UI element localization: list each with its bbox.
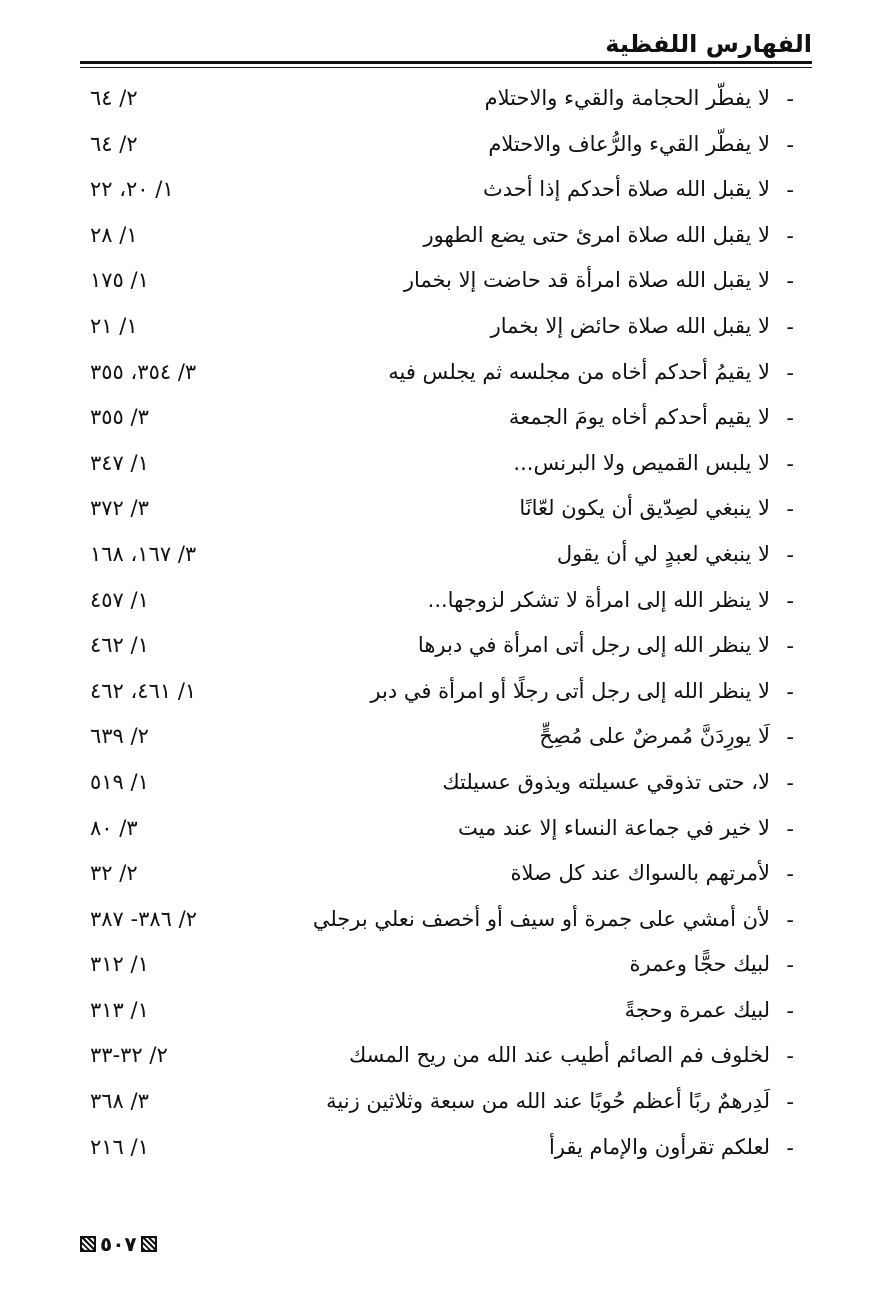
- entry-dash: -: [786, 998, 794, 1023]
- entry-dash: -: [786, 542, 794, 567]
- entry-reference: ١/ ٢٠، ٢٢: [90, 177, 174, 202]
- entry-reference: ٣/ ١٦٧، ١٦٨: [90, 541, 197, 566]
- entry-text: لَدِرهمٌ ربًا أعظم حُوبًا عند الله من سبعة وثلاثين زنية: [326, 1089, 770, 1114]
- index-entry: [80, 443, 812, 489]
- entry-text: لا يفطّر القيء والرُّعاف والاحتلام: [488, 131, 770, 156]
- index-entry: [80, 169, 812, 215]
- index-entry: [80, 580, 812, 626]
- entry-reference: ١/ ٣١٣: [90, 997, 149, 1022]
- index-entry: [80, 716, 812, 762]
- entry-dash: -: [786, 178, 794, 203]
- index-entry: [80, 625, 812, 671]
- entry-reference: ١/ ٤٦٢: [90, 633, 149, 658]
- entry-dash: -: [786, 725, 794, 750]
- entry-text: لا، حتى تذوقي عسيلته ويذوق عسيلتك: [442, 769, 770, 794]
- entry-dash: -: [786, 634, 794, 659]
- entry-dash: -: [786, 770, 794, 795]
- entry-dash: -: [786, 269, 794, 294]
- entry-text: لبيك عمرة وحجةً: [624, 997, 770, 1022]
- entry-reference: ٢/ ٦٤: [90, 86, 138, 110]
- entry-dash: -: [786, 1044, 794, 1069]
- entry-text: لَا يورِدَنَّ مُمرضٌ على مُصِحٍّ: [539, 724, 770, 749]
- entry-dash: -: [786, 907, 794, 932]
- index-entry: [80, 78, 812, 124]
- entry-text: لبيك حجًّا وعمرة: [629, 952, 770, 977]
- entry-reference: ١/ ٣١٢: [90, 952, 149, 977]
- entry-text: لا ينظر الله إلى امرأة لا تشكر لزوجها...: [427, 587, 770, 612]
- index-entry: [80, 808, 812, 854]
- entry-reference: ٢/ ٣٨٦- ٣٨٧: [90, 906, 197, 931]
- index-entry: [80, 306, 812, 352]
- index-entry: [80, 990, 812, 1036]
- header-rule-thin: [80, 67, 812, 68]
- ornament-right-icon: [141, 1236, 157, 1252]
- entry-text: لا يقبل الله صلاة حائض إلا بخمار: [490, 313, 770, 338]
- entry-dash: -: [786, 314, 794, 339]
- entry-text: لا خير في جماعة النساء إلا عند ميت: [458, 815, 770, 840]
- entry-reference: ١/ ٤٦١، ٤٦٢: [90, 678, 197, 703]
- entry-dash: -: [786, 1135, 794, 1160]
- index-entry: [80, 853, 812, 899]
- ornament-left-icon: [80, 1236, 96, 1252]
- index-entry: [80, 944, 812, 990]
- entry-dash: -: [786, 816, 794, 841]
- index-entry: [80, 1081, 812, 1127]
- entry-reference: ٣/ ٣٥٥: [90, 405, 149, 430]
- entry-reference: ٢/ ٣٢: [90, 861, 138, 886]
- entry-reference: ١/ ٥١٩: [90, 769, 149, 794]
- index-entry: [80, 899, 812, 945]
- entry-dash: -: [786, 87, 794, 111]
- entry-text: لأمرتهم بالسواك عند كل صلاة: [510, 861, 770, 886]
- index-entry-list: [80, 78, 812, 1172]
- entry-dash: -: [786, 497, 794, 522]
- entry-text: لا ينظر الله إلى رجل أتى رجلًا أو امرأة في دبر: [370, 678, 770, 703]
- entry-dash: -: [786, 223, 794, 248]
- entry-reference: ١/ ٤٥٧: [90, 587, 149, 612]
- entry-text: لا يقبل الله صلاة امرأة قد حاضت إلا بخمار: [403, 268, 770, 293]
- entry-reference: ٢/ ٣٢-٣٣: [90, 1043, 168, 1068]
- entry-dash: -: [786, 360, 794, 385]
- header-rule-thick: [80, 61, 812, 64]
- index-entry: [80, 488, 812, 534]
- entry-dash: -: [786, 451, 794, 476]
- entry-text: لا ينظر الله إلى رجل أتى امرأة في دبرها: [417, 633, 770, 658]
- page-number: ٥٠٧: [100, 1232, 137, 1256]
- entry-reference: ٢/ ٦٤: [90, 131, 138, 156]
- index-entry: [80, 352, 812, 398]
- page-footer: [80, 1232, 157, 1256]
- entry-dash: -: [786, 1090, 794, 1115]
- entry-text: لأن أمشي على جمرة أو سيف أو أخصف نعلي برجلي: [312, 906, 770, 931]
- entry-reference: ٣/ ٣٧٢: [90, 496, 149, 521]
- entry-text: لخلوف فم الصائم أطيب عند الله من ريح المسك: [348, 1043, 770, 1068]
- entry-reference: ١/ ١٧٥: [90, 268, 149, 293]
- entry-dash: -: [786, 953, 794, 978]
- entry-dash: -: [786, 132, 794, 157]
- entry-text: لعلكم تقرأون والإمام يقرأ: [548, 1134, 770, 1159]
- index-entry: [80, 124, 812, 170]
- entry-text: لا يقبل الله صلاة أحدكم إذا أحدث: [483, 177, 770, 202]
- entry-text: لا يقيمُ أحدكم أخاه من مجلسه ثم يجلس فيه: [388, 359, 770, 384]
- entry-text: لا يفطّر الحجامة والقيء والاحتلام: [484, 86, 770, 110]
- index-entry: [80, 260, 812, 306]
- entry-reference: ١/ ٢٨: [90, 222, 138, 247]
- index-entry: [80, 1035, 812, 1081]
- index-entry: [80, 215, 812, 261]
- entry-reference: ١/ ٣٤٧: [90, 450, 149, 475]
- entry-dash: -: [786, 588, 794, 613]
- index-entry: [80, 397, 812, 443]
- index-entry: [80, 1127, 812, 1173]
- entry-reference: ٣/ ٨٠: [90, 815, 138, 840]
- index-entry: [80, 671, 812, 717]
- entry-text: لا يقبل الله صلاة امرئ حتى يضع الطهور: [423, 222, 770, 247]
- entry-reference: ٢/ ٦٣٩: [90, 724, 149, 749]
- entry-reference: ١/ ٢١٦: [90, 1134, 149, 1159]
- entry-text: لا ينبغي لصِدّيق أن يكون لعّانًا: [519, 496, 770, 521]
- index-entry: [80, 534, 812, 580]
- entry-reference: ١/ ٢١: [90, 313, 138, 338]
- entry-text: لا ينبغي لعبدٍ لي أن يقول: [556, 541, 770, 566]
- entry-dash: -: [786, 406, 794, 431]
- entry-text: لا يقيم أحدكم أخاه يومَ الجمعة: [508, 405, 770, 430]
- running-header-title: الفهارس اللفظية: [605, 30, 812, 58]
- index-entry: [80, 762, 812, 808]
- entry-dash: -: [786, 862, 794, 887]
- entry-dash: -: [786, 679, 794, 704]
- entry-reference: ٣/ ٣٦٨: [90, 1089, 149, 1114]
- entry-text: لا يلبس القميص ولا البرنس...: [513, 450, 770, 475]
- entry-reference: ٣/ ٣٥٤، ٣٥٥: [90, 359, 197, 384]
